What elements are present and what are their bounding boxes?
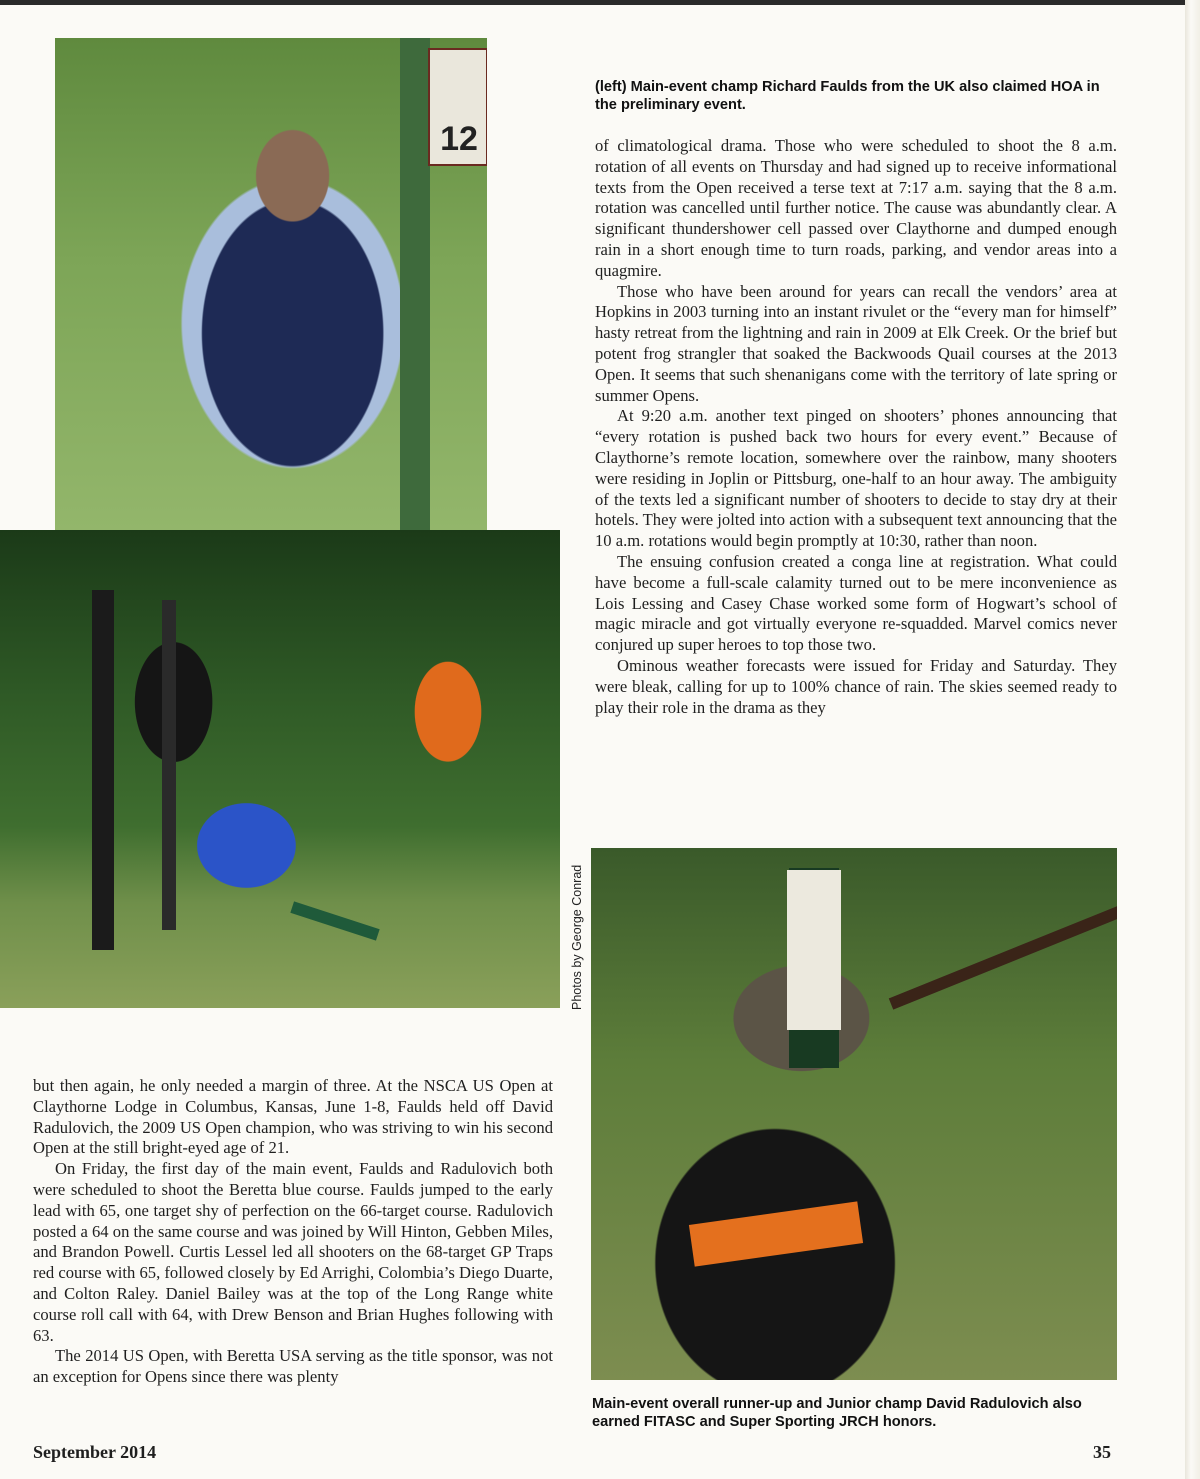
caption-radulovich: Main-event overall runner-up and Junior champ David Radulovich also earned FITASC and Super Sporting JRCH honors. — [592, 1396, 1082, 1430]
article-column-left — [33, 1076, 553, 1388]
photo-david-radulovich — [591, 848, 1117, 1380]
shirt-stripe — [689, 1201, 863, 1266]
bench — [290, 901, 379, 940]
page-number: 35 — [1093, 1442, 1111, 1462]
shotgun — [889, 901, 1117, 1010]
station-tower — [92, 590, 114, 950]
photo-richard-faulds — [55, 38, 487, 530]
paragraph: but then again, he only needed a margin of three. At the NSCA US Open at Claythorne Lodge in Columbus, Kansas, June 1-8, Faulds held off David Radulovich, the 2009 US Open champion, who was striving to win his second Open at the still bright-eyed age of 21. — [33, 1076, 553, 1158]
paragraph: On Friday, the first day of the main event, Faulds and Radulovich both were scheduled to shoot the Beretta blue course. Faulds jumped to the early lead with 65, one target shy of perfection on the 66-target course. Radulovich posted a 64 on the same course and was joined by Will Hinton, Gebben Miles, and Brandon Powell. Curtis Lessel led all shooters on the 68-target GP Traps red course with 65, followed closely by Ed Arrighi, Colombia’s Diego Duarte, and Colton Raley. Daniel Bailey was at the top of the Long Range white course roll call with 64, with Drew Benson and Brian Hughes following with 63. — [33, 1159, 553, 1345]
station-post — [400, 38, 430, 530]
photo-shooting-station — [0, 530, 560, 1008]
top-rule — [0, 0, 1200, 5]
station-sign-number: 12 — [440, 120, 478, 158]
paragraph: The 2014 US Open, with Beretta USA serving as the title sponsor, was not an exception for Opens since there was plenty — [33, 1346, 553, 1387]
article-column-right — [595, 136, 1117, 718]
paragraph: of climatological drama. Those who were scheduled to shoot the 8 a.m. rotation of all events on Thursday and had signed up to receive informational texts from the Open received a terse text at 7:17 a.m. saying that the 8 a.m. rotation was cancelled until further notice. The cause was abundantly clear. A significant thundershower cell passed over Claythorne and dumped enough rain in a short enough time to turn roads, parking, and vendor areas into a quagmire. — [595, 136, 1117, 280]
paragraph: Those who have been around for years can recall the vendors’ area at Hopkins in 2003 turning into an instant rivulet or the “every man for himself” hasty retreat from the lightning and rain in 2009 at Elk Creek. Or the brief but potent frog strangler that soaked the Backwoods Quail courses at the 2013 Open. It seems that such shenanigans come with the territory of late spring or summer Opens. — [595, 281, 1117, 405]
photo-credit: Photos by George Conrad — [570, 864, 584, 1010]
station-tower-secondary — [162, 600, 176, 930]
footer-date: September 2014 — [33, 1442, 157, 1462]
station-plate — [787, 870, 841, 1030]
paragraph: Ominous weather forecasts were issued for Friday and Saturday. They were bleak, calling for up to 100% chance of rain. The skies seemed ready to play their role in the drama as they — [595, 655, 1117, 717]
caption-faulds: (left) Main-event champ Richard Faulds from the UK also claimed HOA in the preliminary event. — [595, 79, 1100, 113]
paragraph: The ensuing confusion created a conga line at registration. What could have become a full-scale calamity turned out to be mere inconvenience as Lois Lessing and Casey Chase worked some form of Hogwart’s school of magic miracle and got virtually everyone re-squadded. Marvel comics never conjured up super heroes to top those two. — [595, 551, 1117, 655]
page-binding-edge — [1185, 0, 1200, 1479]
paragraph: At 9:20 a.m. another text pinged on shooters’ phones announcing that “every rotation is pushed back two hours for every event.” Because of Claythorne’s remote location, somewhere over the rainbow, many shooters were residing in Joplin or Pittsburg, one-half to an hour away. The ambiguity of the texts led a significant number of shooters to decide to stay dry at their hotels. They were jolted into action with a subsequent text announcing that the 10 a.m. rotations would begin promptly at 10:30, rather than noon. — [595, 406, 1117, 551]
